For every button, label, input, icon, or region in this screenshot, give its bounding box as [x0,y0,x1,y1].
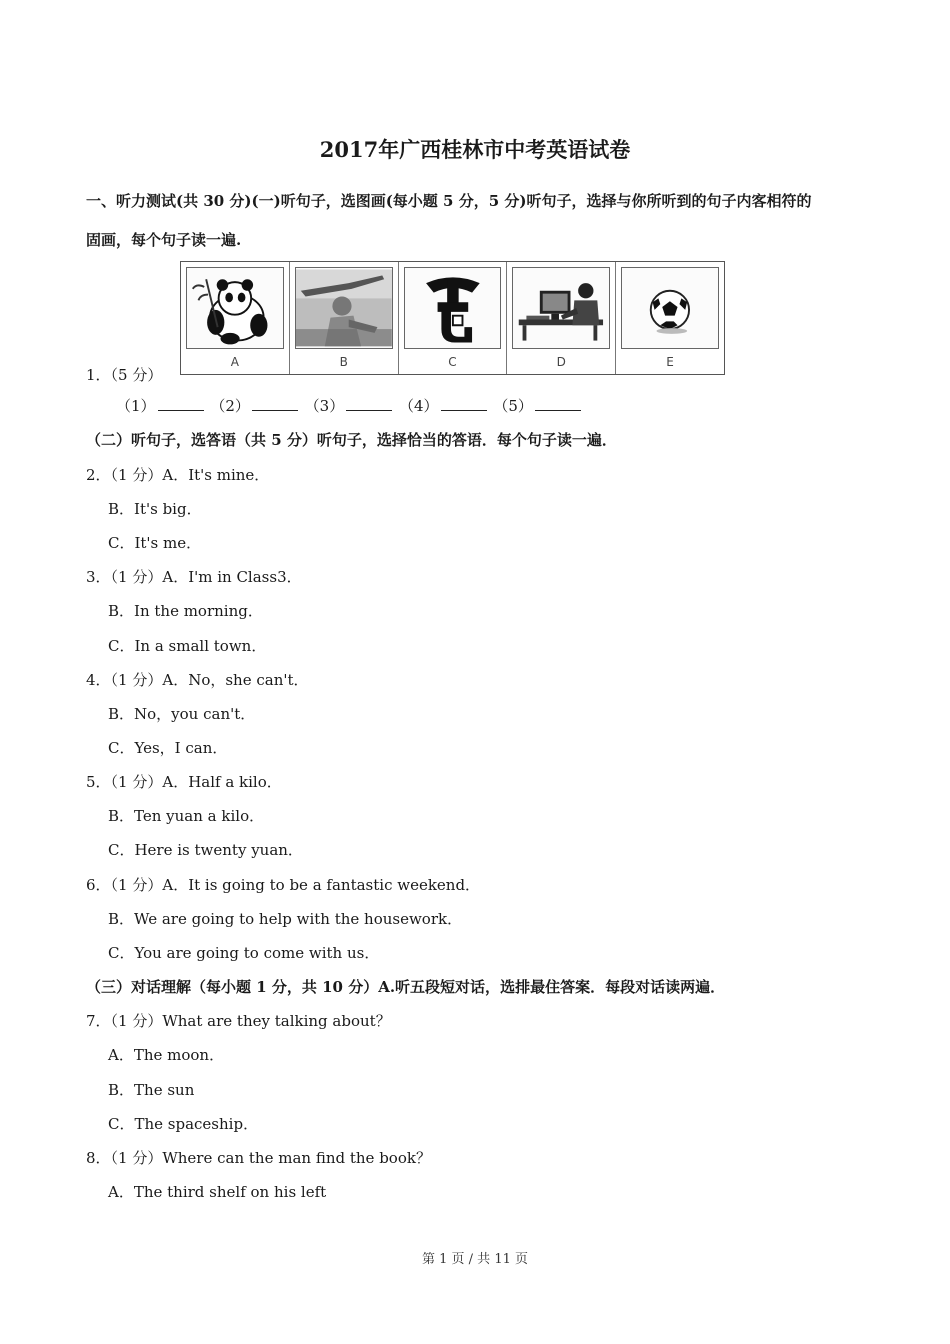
picture-label-b: B [339,355,348,369]
question-3-option-a: 3．（1 分）A．I'm in Class3． [86,568,302,586]
question-7-option-c: C．The spaceship． [108,1115,259,1133]
blank-2-label: （2） [210,397,250,415]
answer-blank-2[interactable] [252,396,298,411]
picture-label-e: E [666,355,674,369]
soccer-ball-icon [621,267,719,349]
picture-label-c: C [448,355,457,369]
question-8-option-a: A．The third shelf on his left [108,1183,327,1201]
question-4-option-b: B．No，you can't． [108,705,256,723]
question-7-option-a: A．The moon． [108,1046,225,1064]
question-2-option-b: B．It's big． [108,500,202,518]
question-5-option-c: C．Here is twenty yuan． [108,841,303,859]
section-2-heading: （二）听句子，选答语（共 5 分）听句子，选择恰当的答语．每个句子读一遍． [86,431,617,449]
picture-label-d: D [556,355,566,369]
question-4-option-a: 4．（1 分）A．No，she can't． [86,671,309,689]
computer-user-icon [512,267,610,349]
answer-blank-1[interactable] [158,396,204,411]
section-1-heading-line-1: 一、听力测试(共 30 分)(一)听句子，选图画(每小题 5 分，5 分)听句子，选择与你所听到的句子内客相符的 [86,192,812,210]
question-3-option-c: C．In a small town． [108,637,267,655]
blank-3-label: （3） [304,397,345,415]
question-4-option-c: C．Yes，I can． [108,739,228,757]
answer-blank-5[interactable] [535,396,581,411]
picture-panel-b [290,262,399,374]
picture-panel-c [399,262,508,374]
blank-4-label: （4） [398,397,439,415]
question-3-option-b: B．In the morning． [108,602,263,620]
picture-choices-figure [180,261,725,375]
page-title: 2017年广西桂林市中考英语试卷 [319,137,631,162]
blank-5-label: （5） [493,397,533,415]
abstract-logo-icon [404,267,502,349]
question-5-option-a: 5．（1 分）A．Half a kilo． [86,773,282,791]
picture-panel-d [507,262,616,374]
picture-label-a: A [230,355,239,369]
question-7-option-b: B．The sun [108,1081,195,1099]
answer-blank-3[interactable] [346,396,392,411]
question-2-option-c: C．It's me． [108,534,202,552]
question-6-option-a: 6．（1 分）A．It is going to be a fantastic weekend． [86,876,481,894]
picture-panel-a [181,262,290,374]
question-5-option-b: B．Ten yuan a kilo． [108,807,265,825]
question-2-option-a: 2．（1 分）A．It's mine． [86,466,270,484]
question-6-option-b: B．We are going to help with the housework． [108,910,463,928]
question-7-stem: 7．（1 分）What are they talking about？ [86,1012,391,1030]
pilot-icon [295,267,393,349]
section-3-heading: （三）对话理解（每小题 1 分，共 10 分）A.听五段短对话，选排最住答案．每段对话读两遍． [86,978,726,996]
question-6-option-c: C．You are going to come with us． [108,944,380,962]
answer-blank-4[interactable] [441,396,487,411]
question-1-blanks [116,395,583,416]
blank-1-label: （1） [116,397,156,415]
question-1-label: 1．（5 分） [86,366,163,384]
section-1-heading-line-2: 固画，每个句子读一遍. [86,231,242,249]
page-footer: 第 1 页 / 共 11 页 [422,1252,528,1267]
panda-icon [186,267,284,349]
picture-panel-e [616,262,724,374]
question-8-stem: 8．（1 分）Where can the man find the book？ [86,1149,431,1167]
